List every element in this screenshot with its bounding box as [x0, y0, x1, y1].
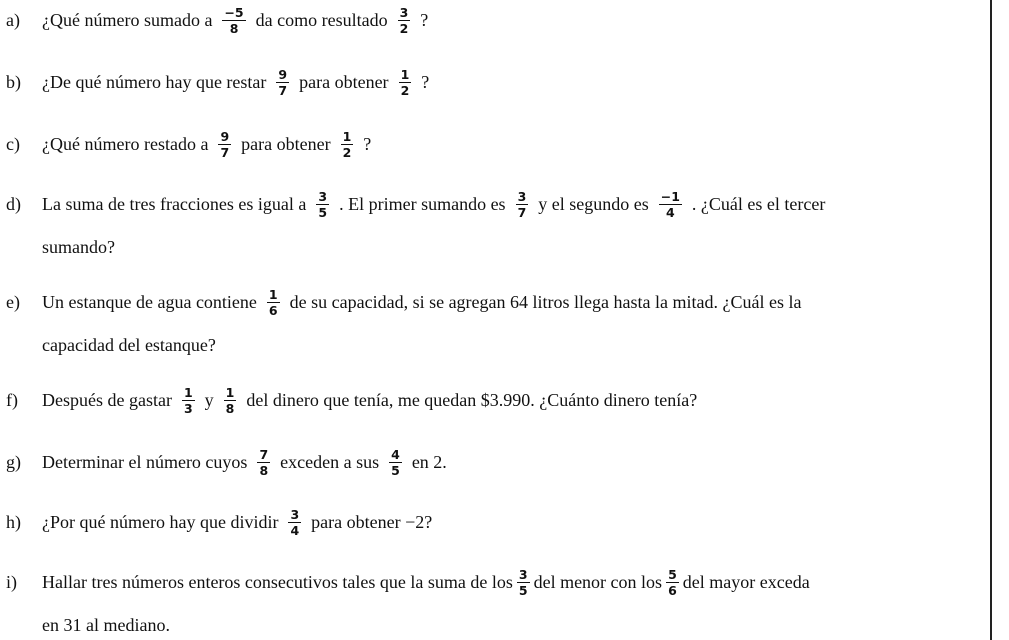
problem-label: e) [6, 291, 20, 312]
fraction-denominator: 2 [399, 20, 409, 36]
problem-text: del mayor exceda [682, 571, 810, 592]
fraction-denominator: 7 [220, 144, 230, 160]
problem-label: c) [6, 133, 20, 154]
problem-label: b) [6, 71, 21, 92]
problem-label: g) [6, 451, 21, 472]
fraction-denominator: 2 [400, 82, 410, 98]
problem-g [6, 446, 986, 478]
fraction-numerator: 1 [225, 384, 235, 400]
problem-text: ? [421, 71, 430, 92]
problem-text: Determinar el número cuyos [42, 451, 248, 472]
problem-line [6, 506, 986, 538]
fraction [341, 130, 354, 159]
problem-text: Después de gastar [42, 389, 172, 410]
fraction [659, 190, 682, 219]
problem-text: . El primer sumando es [339, 193, 506, 214]
problem-text: ¿Qué número restado a [42, 133, 209, 154]
problem-f [6, 384, 986, 416]
fraction-numerator: 9 [220, 128, 230, 144]
fraction-numerator: 3 [399, 4, 409, 20]
problem-c [6, 128, 986, 160]
problem-text: exceden a sus [280, 451, 380, 472]
problem-text: . ¿Cuál es el tercer [691, 193, 826, 214]
problem-text: en 31 al mediano. [42, 615, 170, 635]
fraction-numerator: 9 [278, 66, 288, 82]
problem-text: La suma de tres fracciones es igual a [42, 193, 307, 214]
page-right-border [990, 0, 992, 640]
fraction [224, 386, 237, 415]
problem-text: de su capacidad, si se agregan 64 litros llega hasta la mitad. ¿Cuál es la [289, 291, 802, 312]
problem-line [6, 566, 986, 598]
problem-a [6, 4, 986, 36]
fraction-denominator: 8 [229, 20, 239, 36]
problem-continuation-line [6, 610, 986, 640]
problem-text: ¿Por qué número hay que dividir [42, 511, 279, 532]
problem-text: en 2. [411, 451, 447, 472]
fraction-numerator: 1 [342, 128, 352, 144]
problem-text: del dinero que tenía, me quedan $3.990. ¿Cuánto dinero tenía? [246, 389, 698, 410]
problem-text: da como resultado [255, 9, 388, 30]
problem-line [6, 66, 986, 98]
problem-label: a) [6, 9, 20, 30]
fraction-numerator: −1 [660, 188, 680, 204]
problem-line [6, 128, 986, 160]
problem-line [6, 446, 986, 478]
problem-text: ¿Qué número sumado a [42, 9, 213, 30]
fraction-numerator: 4 [391, 446, 400, 462]
fraction-denominator: 3 [183, 400, 193, 416]
fraction [398, 6, 411, 35]
fraction-numerator: 3 [518, 566, 528, 582]
problem-line [6, 4, 986, 36]
fraction-denominator: 4 [290, 522, 300, 538]
fraction-numerator: 1 [400, 66, 410, 82]
problem-b [6, 66, 986, 98]
problem-text: para obtener −2? [311, 511, 433, 532]
problem-text: del menor con los [533, 571, 663, 592]
fraction [288, 508, 301, 537]
fraction-denominator: 6 [268, 302, 278, 318]
fraction-denominator: 2 [342, 144, 352, 160]
fraction-numerator: 7 [259, 446, 269, 462]
fraction-denominator: 5 [518, 582, 528, 598]
fraction [267, 288, 280, 317]
problem-line [6, 188, 986, 220]
fraction-numerator: 3 [318, 188, 328, 204]
fraction-numerator: 1 [268, 286, 278, 302]
problem-h [6, 506, 986, 538]
problem-text: para obtener [299, 71, 389, 92]
fraction-denominator: 8 [225, 400, 235, 416]
problem-text: ? [420, 9, 429, 30]
fraction [276, 68, 289, 97]
fraction-denominator: 4 [665, 204, 675, 220]
fraction [516, 190, 529, 219]
fraction-denominator: 7 [517, 204, 527, 220]
problem-d [6, 188, 986, 262]
fraction-numerator: 1 [183, 384, 193, 400]
fraction-numerator: 3 [517, 188, 527, 204]
problem-i [6, 566, 986, 640]
problem-label: d) [6, 193, 21, 214]
problem-label: i) [6, 571, 17, 592]
problem-text: ¿De qué número hay que restar [42, 71, 267, 92]
problem-text: y [204, 389, 214, 410]
fraction-numerator: −5 [224, 4, 244, 20]
fraction-numerator: 5 [668, 566, 677, 582]
fraction-denominator: 5 [318, 204, 328, 220]
fraction [316, 190, 329, 219]
fraction [399, 68, 412, 97]
fraction-denominator: 6 [668, 582, 677, 598]
fraction [666, 568, 679, 597]
fraction-denominator: 7 [278, 82, 288, 98]
problem-line [6, 286, 986, 318]
fraction-denominator: 8 [259, 462, 269, 478]
problem-text: sumando? [42, 237, 115, 257]
fraction-denominator: 5 [391, 462, 400, 478]
fraction [182, 386, 195, 415]
fraction [517, 568, 530, 597]
problem-text: Hallar tres números enteros consecutivos tales que la suma de los [42, 571, 513, 592]
problem-line [6, 384, 986, 416]
fraction [218, 130, 231, 159]
problem-text: Un estanque de agua contiene [42, 291, 257, 312]
problem-text: y el segundo es [538, 193, 649, 214]
fraction-numerator: 3 [290, 506, 300, 522]
fraction [222, 6, 245, 35]
problem-text: ? [363, 133, 372, 154]
problem-continuation-line [6, 232, 986, 262]
problem-label: h) [6, 511, 21, 532]
problem-label: f) [6, 389, 18, 410]
problem-text: capacidad del estanque? [42, 335, 216, 355]
problem-e [6, 286, 986, 360]
fraction [389, 448, 402, 477]
problem-text: para obtener [241, 133, 331, 154]
fraction [257, 448, 270, 477]
problem-continuation-line [6, 330, 986, 360]
